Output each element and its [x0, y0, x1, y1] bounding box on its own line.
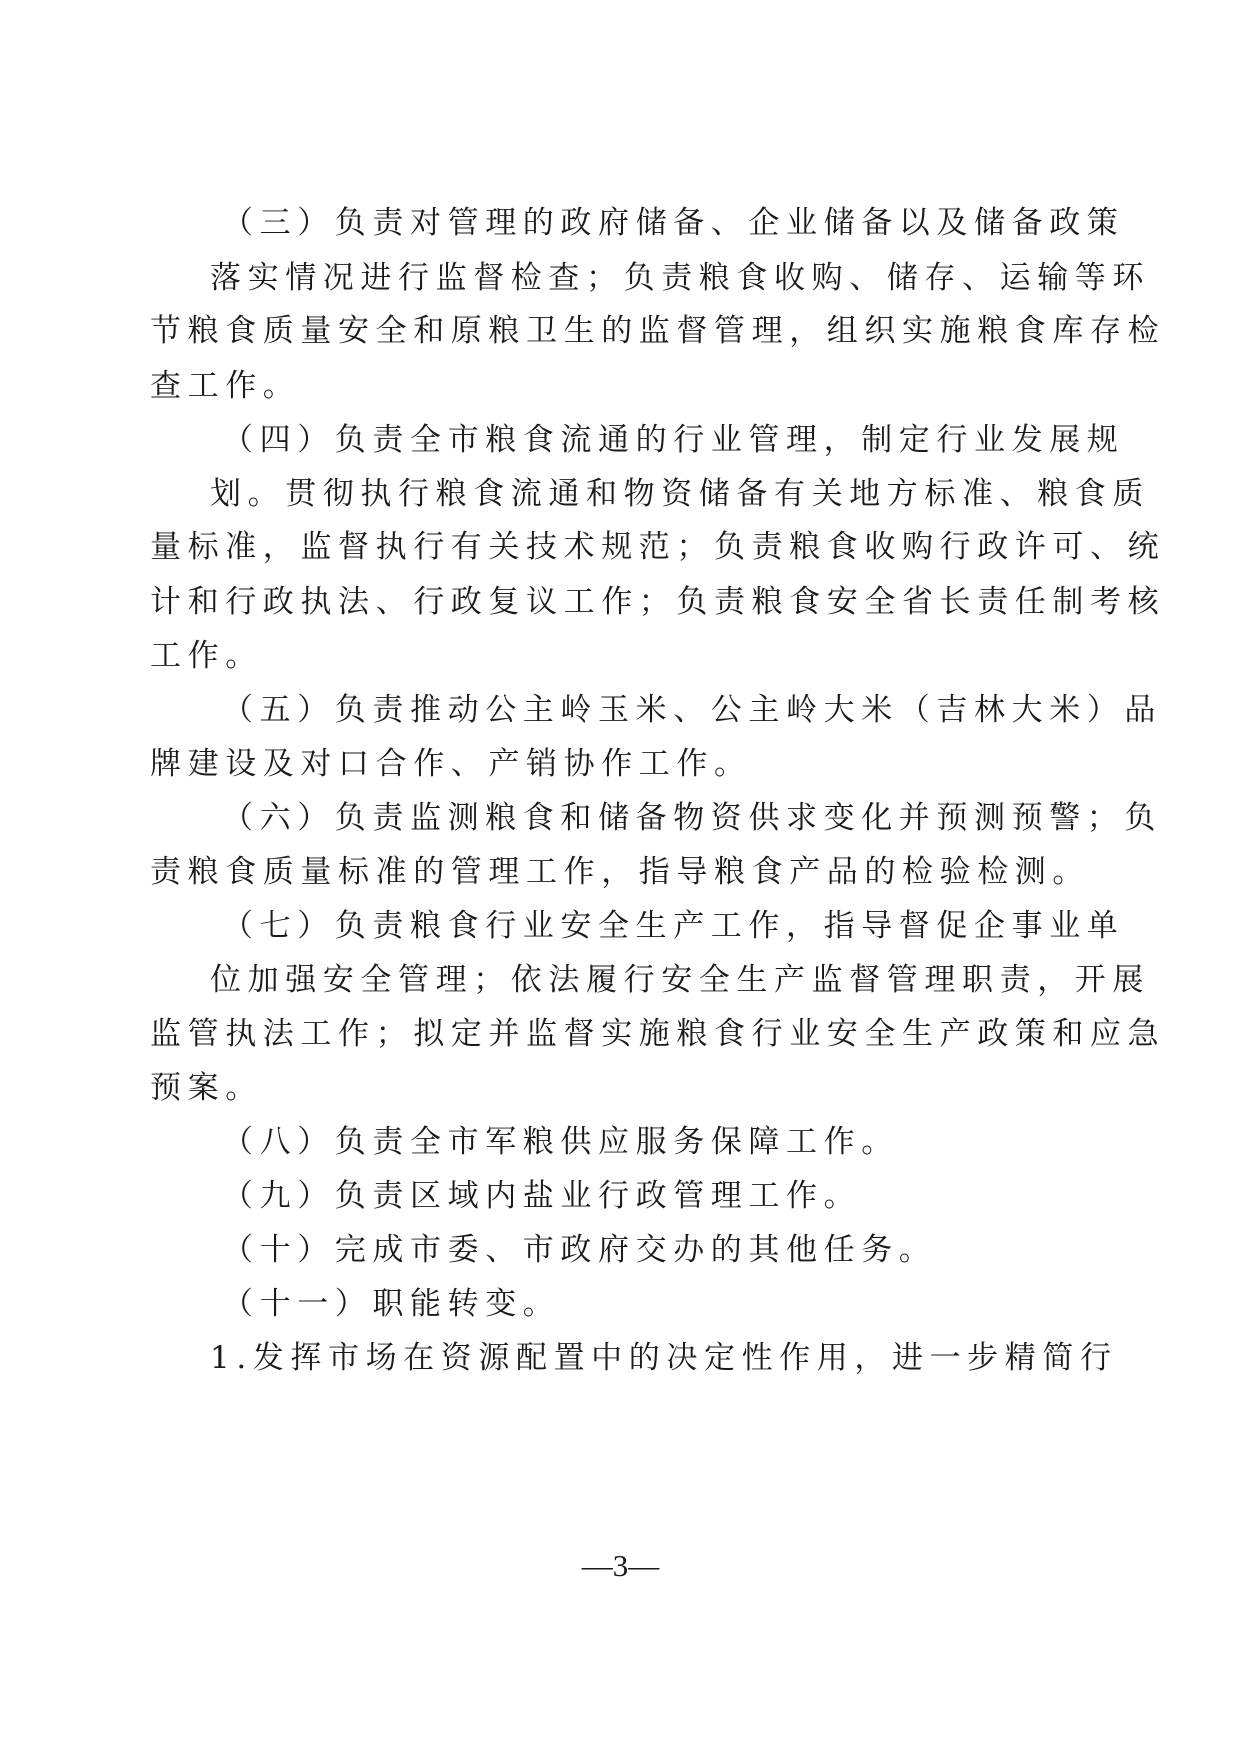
text-line: （九）负责区域内盐业行政管理工作。: [222, 1178, 862, 1214]
text-line: （七）负责粮食行业安全生产工作，指导督促企事业单: [222, 908, 1125, 944]
text-line: 位加强安全管理；依法履行安全生产监督管理职责，开展: [210, 962, 1150, 998]
text-line: 量标准，监督执行有关技术规范；负责粮食收购行政许可、统: [150, 529, 1166, 565]
text-line: 查工作。: [150, 368, 301, 404]
text-line: （三）负责对管理的政府储备、企业储备以及储备政策: [222, 205, 1125, 241]
text-line: （十一）职能转变。: [222, 1286, 561, 1322]
text-line: 落实情况进行监督检查；负责粮食收购、储存、运输等环: [210, 260, 1150, 296]
text-line: （五）负责推动公主岭玉米、公主岭大米（吉林大米）品: [222, 692, 1162, 728]
text-line: （八）负责全市军粮供应服务保障工作。: [222, 1124, 899, 1160]
text-line: 工作。: [150, 638, 263, 674]
text-line: 1.发挥市场在资源配置中的决定性作用，进一步精简行: [210, 1340, 1118, 1376]
text-line: 计和行政执法、行政复议工作；负责粮食安全省长责任制考核: [150, 584, 1166, 620]
text-line: 监管执法工作；拟定并监督实施粮食行业安全生产政策和应急: [150, 1016, 1166, 1052]
text-line: 预案。: [150, 1070, 263, 1106]
text-line: （六）负责监测粮食和储备物资供求变化并预测预警；负: [222, 800, 1162, 836]
page-number: —3—: [581, 1548, 660, 1583]
text-line: 节粮食质量安全和原粮卫生的监督管理，组织实施粮食库存检: [150, 313, 1166, 349]
text-line: （四）负责全市粮食流通的行业管理，制定行业发展规: [222, 422, 1125, 458]
text-line: 牌建设及对口合作、产销协作工作。: [150, 746, 752, 782]
text-line: 划。贯彻执行粮食流通和物资储备有关地方标准、粮食质: [210, 476, 1150, 512]
text-line: （十）完成市委、市政府交办的其他任务。: [222, 1232, 937, 1268]
text-line: 责粮食质量标准的管理工作，指导粮食产品的检验检测。: [150, 854, 1090, 890]
